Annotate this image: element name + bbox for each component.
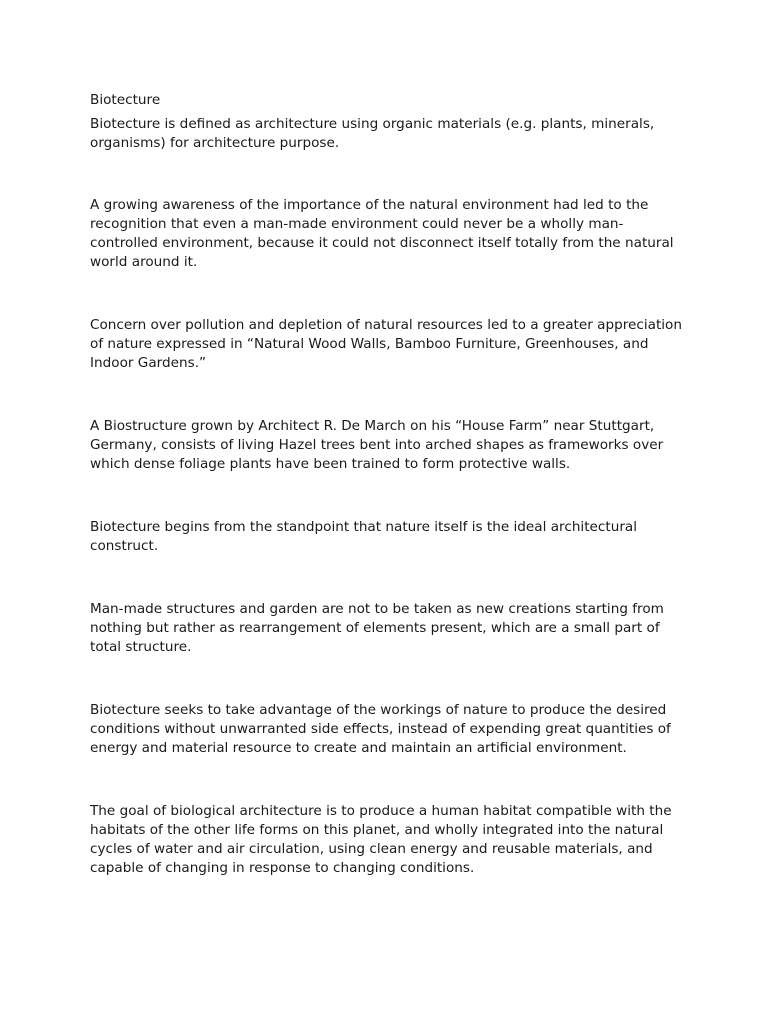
- paragraph-definition: Biotecture is defined as architecture using organic materials (e.g. plants, minerals, organisms) for architecture purpose.: [90, 116, 655, 151]
- document-title: Biotecture: [90, 92, 161, 108]
- paragraph-standpoint: Biotecture begins from the standpoint that nature itself is the ideal architectural construct.: [90, 519, 638, 554]
- paragraph-man-made: Man-made structures and garden are not to be taken as new creations starting from nothing but rather as rearrangement of elements present, which are a small part of total structure.: [90, 601, 664, 655]
- paragraph-workings: Biotecture seeks to take advantage of the workings of nature to produce the desired conditions without unwarranted side effects, instead of expending great quantities of energy and material resource to create and maintain an artificial environment.: [90, 702, 671, 756]
- paragraph-biostructure: A Biostructure grown by Architect R. De March on his “House Farm” near Stuttgart, Germany, consists of living Hazel trees bent into arched shapes as frameworks over which dense foliage plants have been trained to form protective walls.: [90, 418, 664, 472]
- paragraph-pollution: Concern over pollution and depletion of natural resources led to a greater appreciation of nature expressed in “Natural Wood Walls, Bamboo Furniture, Greenhouses, and Indoor Gardens.”: [90, 317, 682, 371]
- paragraph-goal: The goal of biological architecture is to produce a human habitat compatible with the habitats of the other life forms on this planet, and wholly integrated into the natural cycles of water and air circulation, using clean energy and reusable materials, and capable of changing in response to changing conditions.: [90, 803, 672, 876]
- document-body: [90, 91, 690, 878]
- paragraph-awareness: A growing awareness of the importance of the natural environment had led to the recognition that even a man-made environment could never be a wholly man-controlled environment, because it could not disconnect itself totally from the natural world around it.: [90, 197, 674, 270]
